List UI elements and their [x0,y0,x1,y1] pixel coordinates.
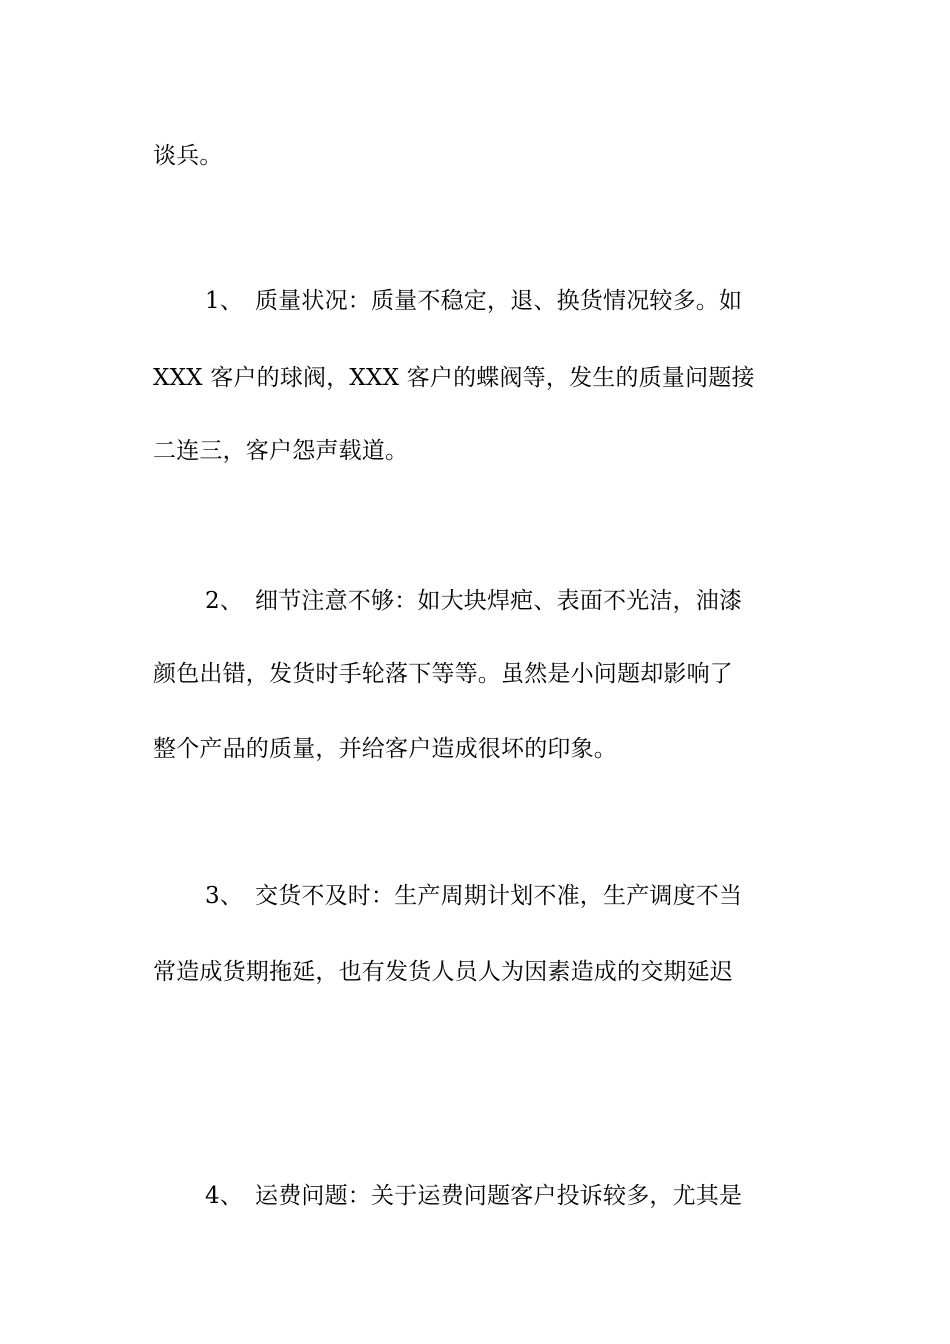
text-line: 质量状况：质量不稳定，退、换货情况较多。如 [255,288,743,314]
list-item-4 [205,1180,855,1212]
text-line: 谈兵。 [153,143,223,169]
list-number: 2、 [205,588,244,614]
list-item-2 [205,585,855,617]
list-item-3 [205,880,855,912]
text-line: 整个产品的质量，并给客户造成很坏的印象。 [153,736,617,762]
text-line: 细节注意不够：如大块焊疤、表面不光洁，油漆 [255,588,743,614]
list-number: 3、 [205,883,244,909]
list-number: 4、 [205,1183,244,1209]
text-line: 交货不及时：生产周期计划不准，生产调度不当 [255,883,743,909]
text-line: 二连三，客户怨声载道。 [153,438,409,464]
text-line: XXX 客户的球阀，XXX 客户的蝶阀等，发生的质量问题接 [153,365,755,391]
text-line: 运费问题：关于运费问题客户投诉较多，尤其是 [255,1183,743,1209]
text-line: 常造成货期拖延，也有发货人员人为因素造成的交期延迟 [153,959,733,985]
list-item-1 [205,285,855,317]
list-number: 1、 [205,288,244,314]
text-line: 颜色出错，发货时手轮落下等等。虽然是小问题却影响了 [153,661,733,687]
